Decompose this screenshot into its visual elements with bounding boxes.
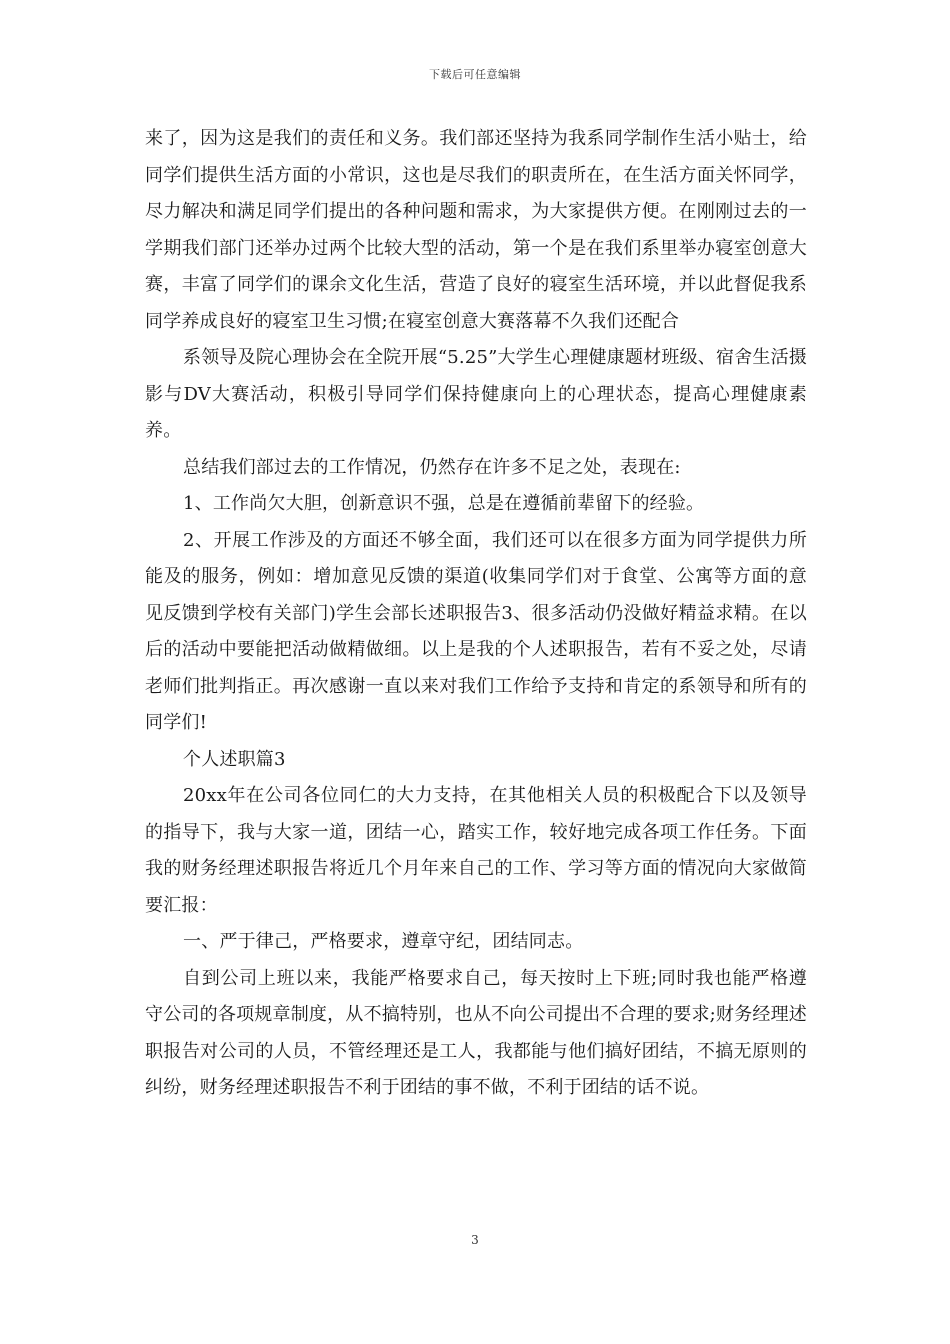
paragraph-psych-event: 系领导及院心理协会在全院开展“5.25”大学生心理健康题材班级、宿舍生活摄影与DV大赛活动，积极引导同学们保持健康向上的心理状态，提高心理健康素养。 — [145, 347, 807, 441]
paragraph-continuation: 来了，因为这是我们的责任和义务。我们部还坚持为我系同学制作生活小贴士，给同学们提供生活方面的小常识，这也是尽我们的职责所在，在生活方面关怀同学，尽力解决和满足同学们提出的各种问题和需求，为大家提供方便。在刚刚过去的一学期我们部门还举办过两个比较大型的活动，第一个是在我们系里举办寝室创意大赛，丰富了同学们的课余文化生活，营造了良好的寝室生活环境，并以此督促我系同学养成良好的寝室卫生习惯;在寝室创意大赛落幕不久我们还配合 — [145, 128, 807, 332]
paragraph-point-1: 1、工作尚欠大胆，创新意识不强，总是在遵循前辈留下的经验。 — [183, 493, 705, 514]
document-body — [145, 121, 807, 1107]
page-number: 3 — [471, 1233, 479, 1247]
paragraph-intro: 20xx年在公司各位同仁的大力支持，在其他相关人员的积极配合下以及领导的指导下，我与大家一道，团结一心，踏实工作，较好地完成各项工作任务。下面我的财务经理述职报告将近几个月年来自己的工作、学习等方面的情况向大家做简要汇报： — [145, 785, 807, 916]
page-header: 下载后可任意编辑 — [429, 68, 521, 81]
paragraph-point-2: 2、开展工作涉及的方面还不够全面，我们还可以在很多方面为同学提供力所能及的服务，例如：增加意见反馈的渠道(收集同学们对于食堂、公寓等方面的意见反馈到学校有关部门)学生会部长述职报告3、很多活动仍没做好精益求精。在以后的活动中要能把活动做精做细。以上是我的个人述职报告，若有不妥之处，尽请老师们批判指正。再次感谢一直以来对我们工作给予支持和肯定的系领导和所有的同学们! — [145, 529, 807, 733]
paragraph-summary: 总结我们部过去的工作情况，仍然存在许多不足之处，表现在: — [183, 456, 681, 478]
paragraph-discipline: 自到公司上班以来，我能严格要求自己，每天按时上下班;同时我也能严格遵守公司的各项规章制度，从不搞特别，也从不向公司提出不合理的要求;财务经理述职报告对公司的人员，不管经理还是工人，我都能与他们搞好团结，不搞无原则的纠纷，财务经理述职报告不利于团结的事不做，不利于团结的话不说。 — [145, 967, 807, 1098]
section-heading: 个人述职篇3 — [183, 748, 286, 770]
subsection-heading: 一、严于律己，严格要求，遵章守纪，团结同志。 — [183, 931, 584, 952]
